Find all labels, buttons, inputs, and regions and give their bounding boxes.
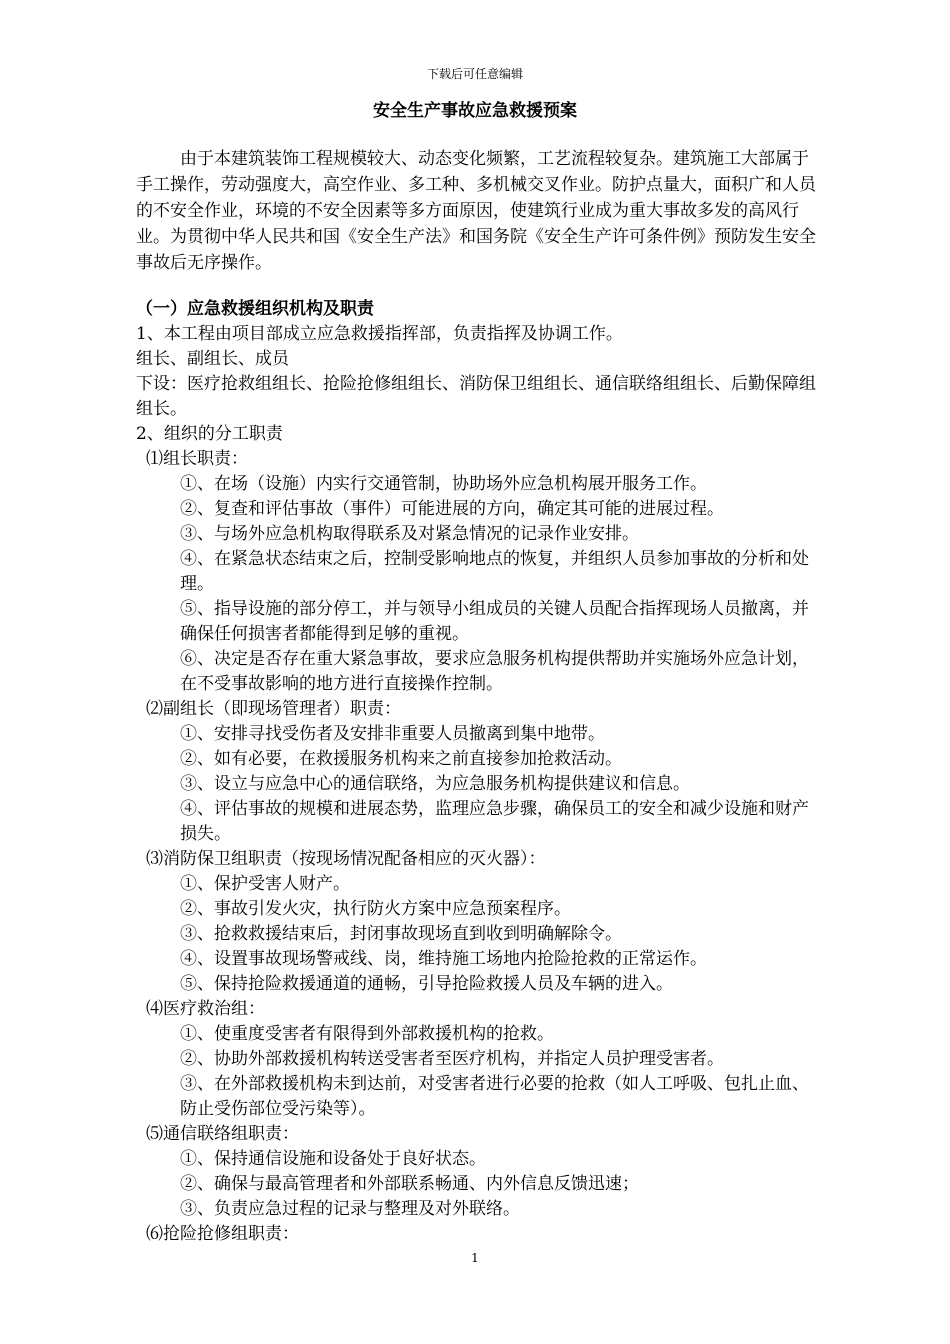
list-item: ①、在场（设施）内实行交通管制，协助场外应急机构展开服务工作。 [180, 474, 707, 494]
section-heading: （一）应急救援组织机构及职责 [136, 299, 374, 319]
subsection-title: ⑸通信联络组职责： [146, 1124, 299, 1144]
list-item: ③、负责应急过程的记录与整理及对外联络。 [180, 1199, 520, 1219]
list-item: ①、安排寻找受伤者及安排非重要人员撤离到集中地带。 [180, 724, 605, 744]
list-item: ①、保持通信设施和设备处于良好状态。 [180, 1149, 486, 1169]
list-item: ③、在外部救援机构未到达前，对受害者进行必要的抢救（如人工呼吸、包扎止血、防止受伤部位受污染等）。 [180, 1074, 809, 1119]
list-item: ②、事故引发火灾，执行防火方案中应急预案程序。 [180, 899, 571, 919]
list-item: ①、保护受害人财产。 [180, 874, 350, 894]
subsection-title: ⑷医疗救治组： [146, 999, 265, 1019]
list-item: ③、与场外应急机构取得联系及对紧急情况的记录作业安排。 [180, 524, 639, 544]
list-item: ②、确保与最高管理者和外部联系畅通、内外信息反馈迅速； [180, 1174, 639, 1194]
paragraph: 组长、副组长、成员 [136, 349, 289, 369]
page-header: 下载后可任意编辑 [426, 67, 523, 81]
list-item: ②、复查和评估事故（事件）可能进展的方向，确定其可能的进展过程。 [180, 499, 724, 519]
subsection-title: ⑴组长职责： [146, 449, 248, 469]
intro-paragraph: 由于本建筑装饰工程规模较大、动态变化频繁，工艺流程较复杂。建筑施工大部属于手工操作，劳动强度大，高空作业、多工种、多机械交叉作业。防护点量大，面积广和人员的不安全作业，环境的不安全因素等多方面原因，使建筑行业成为重大事故多发的高风行业。为贯彻中华人民共和国《安全生产法》和国务院《安全生产许可条件例》预防发生安全事故后无序操作。 [136, 149, 816, 273]
subsection-title: ⑶消防保卫组职责（按现场情况配备相应的灭火器）： [146, 849, 546, 869]
paragraph: 下设：医疗抢救组组长、抢险抢修组组长、消防保卫组组长、通信联络组组长、后勤保障组组长。 [136, 374, 816, 419]
list-item: ②、如有必要，在救援服务机构来之前直接参加抢救活动。 [180, 749, 622, 769]
list-item: ④、评估事故的规模和进展态势，监理应急步骤，确保员工的安全和减少设施和财产损失。 [180, 799, 809, 844]
document-body [136, 297, 816, 1247]
list-item: ④、在紧急状态结束之后，控制受影响地点的恢复，并组织人员参加事故的分析和处理。 [180, 549, 809, 594]
list-item: ⑤、指导设施的部分停工，并与领导小组成员的关键人员配合指挥现场人员撤离，并确保任何损害者都能得到足够的重视。 [180, 599, 809, 644]
list-item: ③、抢救救援结束后，封闭事故现场直到收到明确解除令。 [180, 924, 622, 944]
list-item: ⑤、保持抢险救援通道的通畅，引导抢险救援人员及车辆的进入。 [180, 974, 673, 994]
subsection-title: ⑹抢险抢修组职责： [146, 1224, 299, 1244]
list-item: ②、协助外部救援机构转送受害者至医疗机构，并指定人员护理受害者。 [180, 1049, 724, 1069]
document-title: 安全生产事故应急救援预案 [373, 101, 577, 121]
subsection-title: ⑵副组长（即现场管理者）职责： [146, 699, 401, 719]
list-item: ④、设置事故现场警戒线、岗，维持施工场地内抢险抢救的正常运作。 [180, 949, 707, 969]
paragraph: 2、组织的分工职责 [136, 424, 283, 444]
list-item: ⑥、决定是否存在重大紧急事故，要求应急服务机构提供帮助并实施场外应急计划，在不受事故影响的地方进行直接操作控制。 [180, 649, 809, 694]
paragraph: 1、本工程由项目部成立应急救援指挥部，负责指挥及协调工作。 [136, 324, 623, 344]
list-item: ③、设立与应急中心的通信联络，为应急服务机构提供建议和信息。 [180, 774, 690, 794]
page-number: 1 [471, 1251, 479, 1265]
list-item: ①、使重度受害者有限得到外部救援机构的抢救。 [180, 1024, 554, 1044]
